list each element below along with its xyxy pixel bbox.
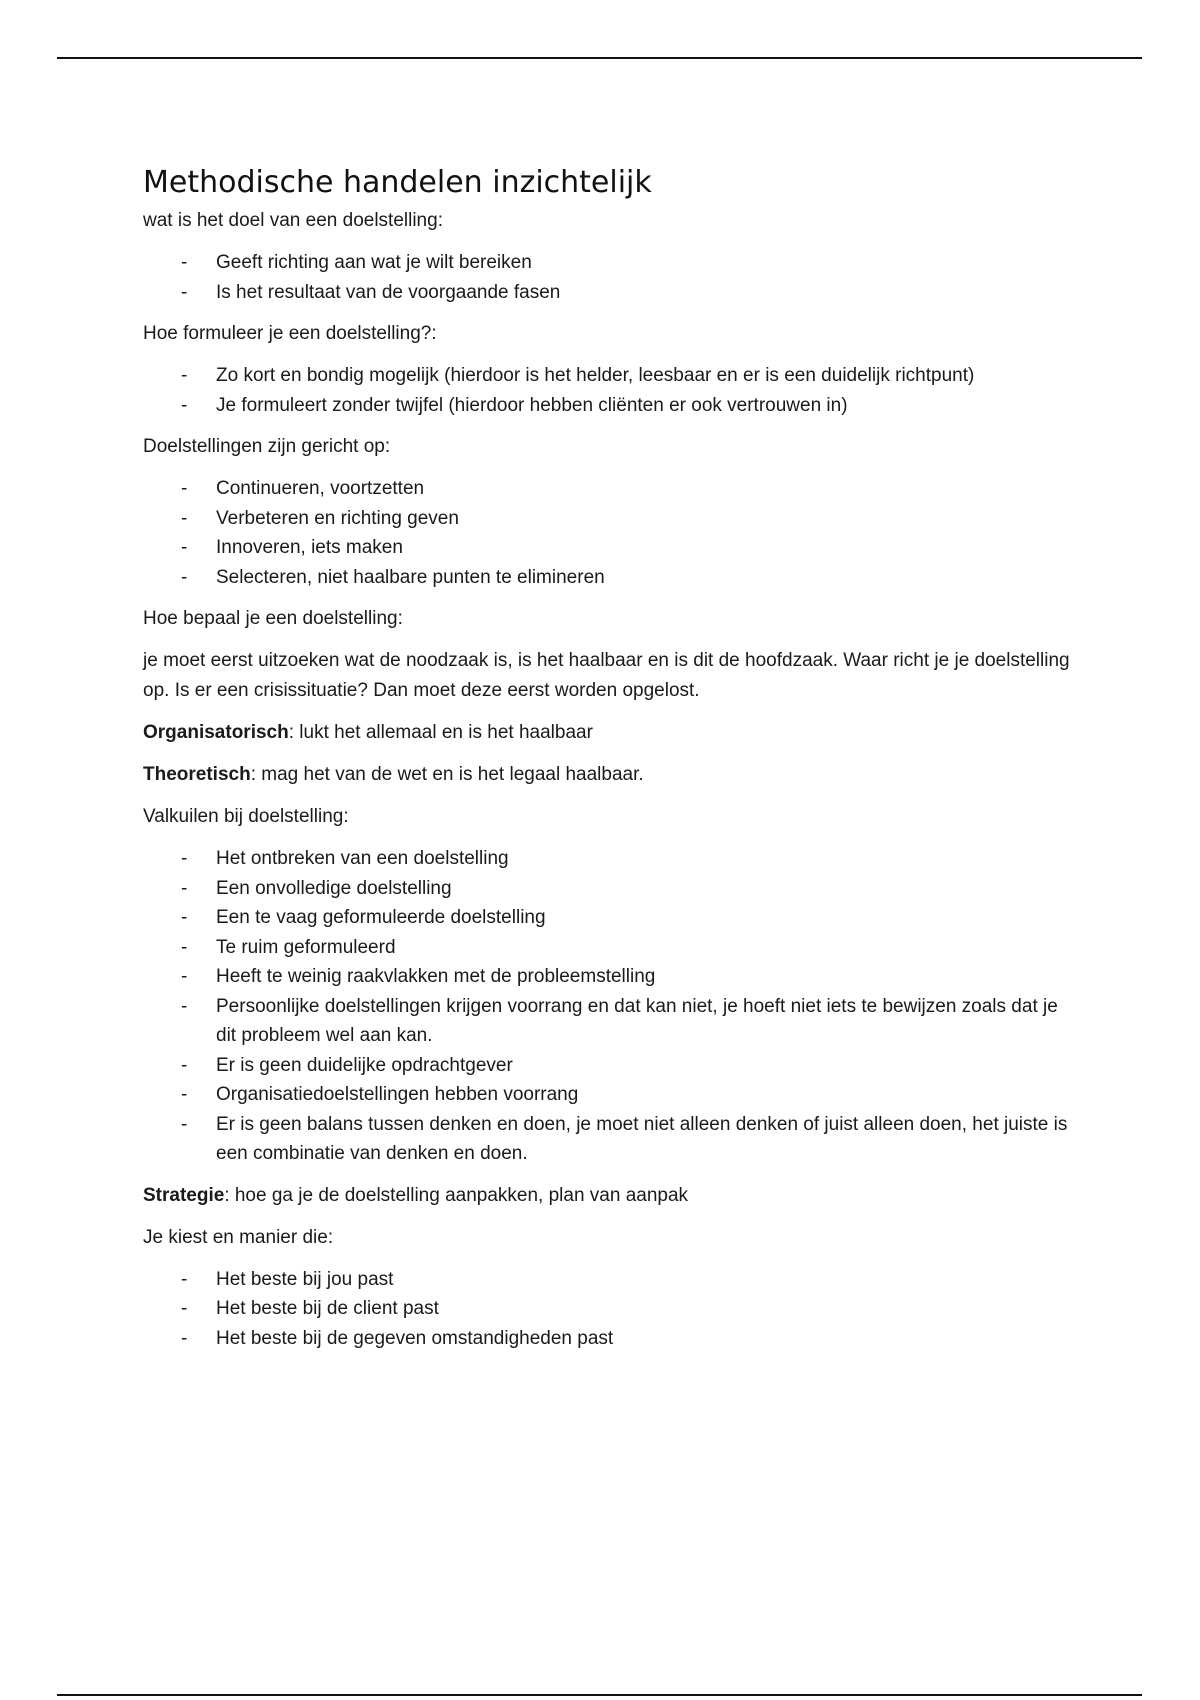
question-manier: Je kiest en manier die: [143, 1226, 334, 1248]
list-manier [143, 1265, 1083, 1354]
list-item: - Organisatiedoelstellingen hebben voorrang [143, 1080, 1083, 1110]
document-body [143, 160, 1083, 1353]
list-item: - Een onvolledige doelstelling [143, 874, 1083, 904]
list-item: - Je formuleert zonder twijfel (hierdoor hebben cliënten er ook vertrouwen in) [143, 391, 1083, 421]
question-doel: wat is het doel van een doelstelling: [143, 210, 443, 231]
list-item: - Heeft te weinig raakvlakken met de probleemstelling [143, 962, 1083, 992]
list-item: - Continueren, voortzetten [143, 474, 1083, 504]
bullet-dash: - [181, 537, 188, 558]
bullet-dash: - [181, 1327, 188, 1349]
list-item: - Het beste bij de gegeven omstandigheden past [143, 1324, 1083, 1354]
bullet-dash: - [181, 936, 188, 958]
header-rule [57, 57, 1142, 59]
paragraph-bepaal: je moet eerst uitzoeken wat de noodzaak is, is het haalbaar en is dit de hoofdzaak. Waar richt je je doelstelling op. Is er een crisissituatie? Dan moet deze eerst worden opgelost. [143, 650, 1070, 701]
bullet-dash: - [181, 566, 188, 588]
list-item: - Innoveren, iets maken [143, 533, 1083, 563]
list-item: - Het beste bij jou past [143, 1265, 1083, 1295]
bullet-dash: - [181, 995, 188, 1017]
list-item: - Er is geen duidelijke opdrachtgever [143, 1051, 1083, 1081]
term-theoretisch: Theoretisch [143, 764, 251, 785]
bullet-dash: - [181, 907, 188, 928]
bullet-dash: - [181, 1298, 188, 1319]
bullet-dash: - [181, 281, 188, 303]
definition-strategie: Strategie: hoe ga je de doelstelling aanpakken, plan van aanpak [143, 1184, 689, 1206]
page-title: Methodische handelen inzichtelijk [143, 165, 652, 200]
bullet-dash: - [181, 848, 188, 869]
list-item: - Selecteren, niet haalbare punten te elimineren [143, 563, 1083, 593]
list-item: - Te ruim geformuleerd [143, 933, 1083, 963]
bullet-dash: - [181, 252, 188, 273]
list-formuleer [143, 361, 1083, 420]
term-organisatorisch: Organisatorisch [143, 722, 289, 743]
bullet-dash: - [181, 966, 188, 987]
bullet-dash: - [181, 394, 188, 416]
list-gericht [143, 474, 1083, 592]
question-formuleer: Hoe formuleer je een doelstelling?: [143, 323, 437, 344]
list-item: - Is het resultaat van de voorgaande fasen [143, 278, 1083, 308]
list-valkuilen [143, 844, 1083, 1169]
definition-organisatorisch: Organisatorisch: lukt het allemaal en is het haalbaar [143, 722, 593, 743]
bullet-dash: - [181, 1084, 188, 1105]
list-item: - Een te vaag geformuleerde doelstelling [143, 903, 1083, 933]
term-strategie: Strategie [143, 1184, 225, 1206]
question-valkuilen: Valkuilen bij doelstelling: [143, 806, 349, 827]
list-item: - Zo kort en bondig mogelijk (hierdoor is het helder, leesbaar en er is een duidelijk richtpunt) [143, 361, 1083, 391]
list-item: - Verbeteren en richting geven [143, 504, 1083, 534]
bullet-dash: - [181, 1268, 188, 1290]
list-doel [143, 248, 1083, 307]
list-item: - Er is geen balans tussen denken en doen, je moet niet alleen denken of juist alleen doen, het juiste is een combinatie van denken en doen. [143, 1110, 1083, 1169]
bullet-dash: - [181, 365, 188, 386]
definition-theoretisch: Theoretisch: mag het van de wet en is het legaal haalbaar. [143, 764, 644, 785]
list-item: - Persoonlijke doelstellingen krijgen voorrang en dat kan niet, je hoeft niet iets te bewijzen zoals dat je dit probleem wel aan kan. [143, 992, 1083, 1051]
list-item: - Het beste bij de client past [143, 1294, 1083, 1324]
question-bepaal: Hoe bepaal je een doelstelling: [143, 608, 403, 629]
list-item: - Het ontbreken van een doelstelling [143, 844, 1083, 874]
bullet-dash: - [181, 1113, 188, 1135]
bullet-dash: - [181, 877, 188, 899]
bullet-dash: - [181, 478, 188, 499]
bullet-dash: - [181, 507, 188, 529]
list-item: - Geeft richting aan wat je wilt bereiken [143, 248, 1083, 278]
question-gericht: Doelstellingen zijn gericht op: [143, 436, 391, 457]
footer-rule [57, 1694, 1142, 1696]
bullet-dash: - [181, 1054, 188, 1076]
